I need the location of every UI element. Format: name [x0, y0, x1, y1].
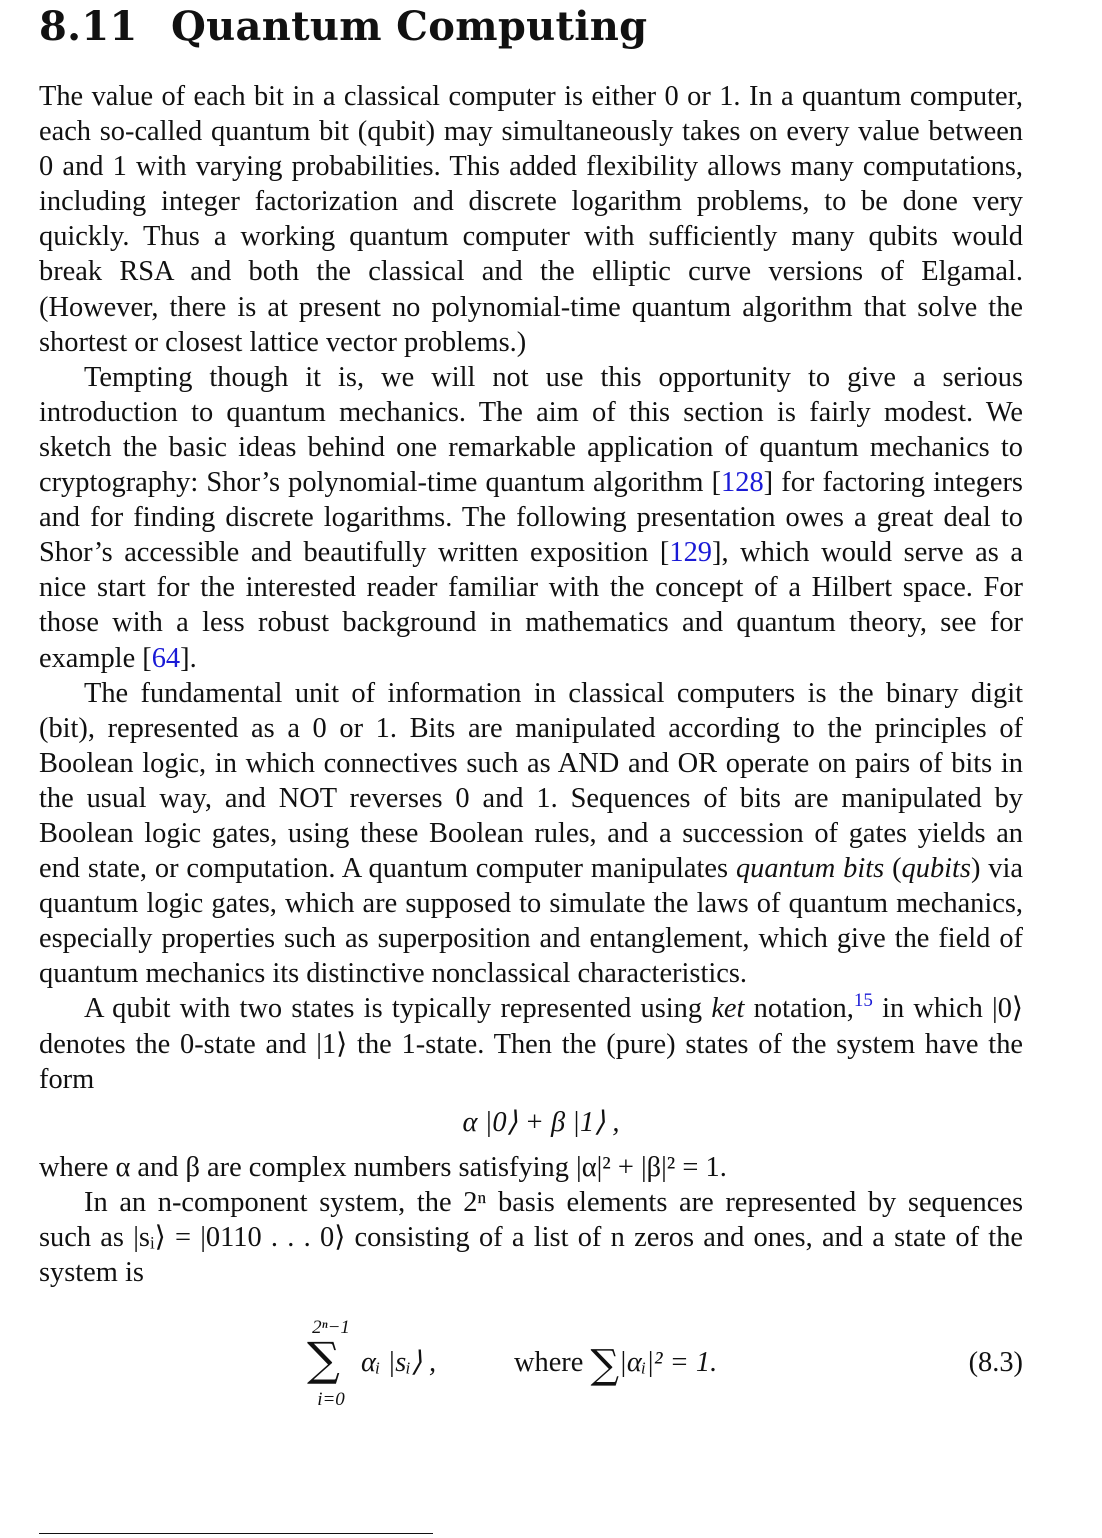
section-number: 8.11: [39, 3, 138, 50]
paragraph-4-text-b: notation,: [744, 993, 854, 1025]
section-title: Quantum Computing: [171, 3, 648, 50]
emphasis-qubits: qubits: [901, 853, 971, 885]
paragraph-2-text-c: , which would serve as a nice start for the interested reader familiar with the concept of a Hilbert space. For those with a less robust background in mathematics and quantum theory, see for example: [39, 537, 1023, 674]
emphasis-quantum-bits: quantum bits: [735, 853, 885, 885]
paragraph-3-text-c: ) via quantum logic gates, which are supposed to simulate the laws of quantum mechanics, especially properties such as superposition and entanglement, which give the field of quantum mechanics its distinctive nonclassical characteristics.: [39, 853, 1023, 990]
citation-number: 129: [669, 537, 712, 569]
where-clause: [514, 1342, 718, 1389]
paragraph-2-text-b: for factoring integers and for finding discrete logarithms. The following presentation owes a great deal to Shor’s accessible and beautifully written exposition: [39, 467, 1023, 569]
equation-8-3: [39, 1312, 1023, 1432]
paragraph-2-text-d: .: [189, 642, 197, 674]
paragraph-3: [39, 676, 1023, 992]
paragraph-4: [39, 991, 1023, 1096]
footnote-link-15[interactable]: 15: [853, 990, 873, 1012]
sum-upper-limit: 2ⁿ−1: [312, 1317, 350, 1339]
where-term: |αᵢ|² = 1.: [619, 1347, 718, 1379]
paragraph-5: where α and β are complex numbers satisfying |α|² + |β|² = 1.: [39, 1151, 727, 1183]
citation-link-129[interactable]: [129]: [659, 537, 722, 569]
paragraph-4-text-c: in which |0⟩ denotes the 0-state and |1⟩ the 1-state. Then the (pure) states of the system have the form: [39, 993, 1023, 1095]
equation-number: (8.3): [968, 1347, 1023, 1379]
sum-lower-limit: i=0: [317, 1389, 345, 1411]
paragraph-2: [39, 360, 1023, 676]
paragraph-4-text-a: A qubit with two states is typically represented using: [84, 993, 712, 1025]
sum-term: αᵢ |sᵢ⟩ ,: [361, 1347, 437, 1379]
paragraph-6: In an n-component system, the 2ⁿ basis elements are represented by sequences such as |sᵢ⟩ = |0110 . . . 0⟩ consisting of a list of n zeros and ones, and a state of the system is: [39, 1186, 1023, 1289]
paragraph-1: The value of each bit in a classical computer is either 0 or 1. In a quantum computer, each so-called quantum bit (qubit) may simultaneously takes on every value between 0 and 1 with varying probabilities. This added flexibility allows many computations, including integer factorization and discrete logarithm problems, to be done very quickly. Thus a working quantum computer with sufficiently many qubits would break RSA and both the classical and the elliptic curve versions of Elgamal. (However, there is at present no polynomial-time quantum algorithm that solve the shortest or closest lattice vector problems.): [39, 81, 1023, 358]
citation-number: 64: [151, 642, 181, 674]
paragraph-2-text-a: Tempting though it is, we will not use this opportunity to give a serious introduction to quantum mechanics. The aim of this section is fairly modest. We sketch the basic ideas behind one remarkable application of quantum mechanics to cryptography: Shor’s polynomial-time quantum algorithm: [39, 361, 1023, 499]
citation-link-128[interactable]: [128]: [711, 467, 774, 499]
where-label: where: [514, 1347, 584, 1379]
footnote-rule: [39, 1533, 433, 1534]
paragraph-3-text-a: The fundamental unit of information in classical computers is the binary digit (bit), represented as a 0 or 1. Bits are manipulated according to the principles of Boolean logic, in which connectives such as AND and OR operate on pairs of bits in the usual way, and NOT reverses 0 and 1. Sequences of bits are manipulated by Boolean logic gates, using these Boolean rules, and a succession of gates yields an end state, or computation. A quantum computer manipulates: [39, 677, 1023, 885]
citation-number: 128: [721, 467, 764, 499]
sum-sigma-symbol: ∑: [307, 1332, 340, 1387]
section-heading: [39, 4, 647, 50]
where-sigma-symbol: ∑: [590, 1342, 620, 1389]
body-text: [39, 79, 1023, 1432]
emphasis-ket: ket: [711, 993, 745, 1025]
paragraph-3-text-b: (: [884, 853, 902, 885]
equation-qubit-state: α |0⟩ + β |1⟩ ,: [462, 1106, 620, 1138]
citation-link-64[interactable]: [64]: [142, 642, 190, 674]
